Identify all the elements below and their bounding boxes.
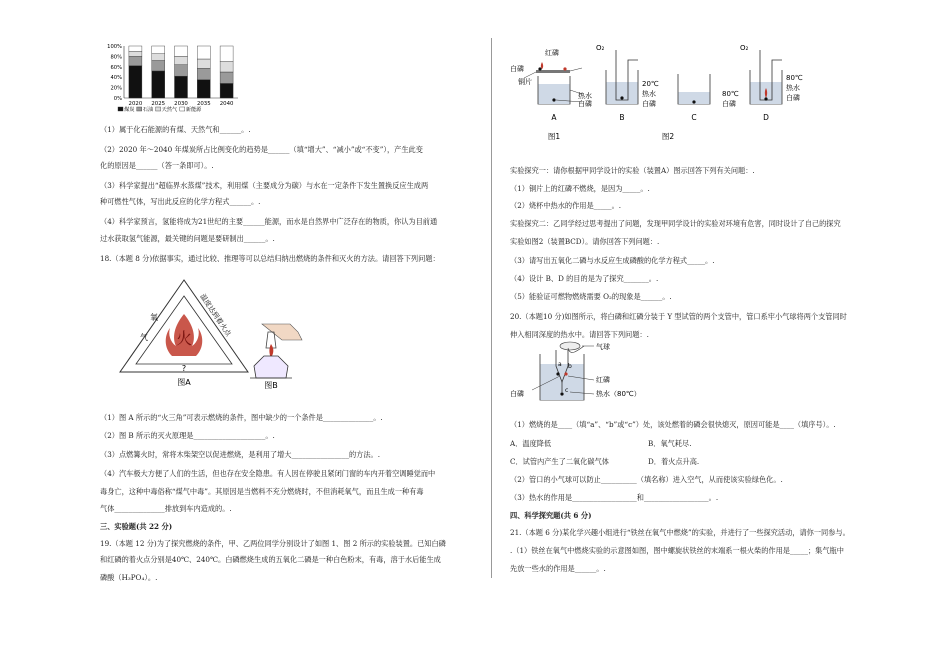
energy-structure-chart: [100, 42, 250, 116]
q19-3: （3）请写出五氧化二磷与水反应生成磷酸的化学方程式_____。.: [510, 256, 715, 265]
q20-1: （1）燃烧的是____（填“a”、“b”或“c”）处，该处燃着的磷会很快熄灭，原因可能是____（填序号）。.: [510, 420, 836, 429]
bar-segment-天然气: [197, 59, 210, 68]
temp-label-d: 80℃: [786, 74, 803, 82]
legend-swatch: [180, 107, 185, 111]
q19-2: （2）烧杯中热水的作用是_____。.: [510, 201, 622, 210]
bar-segment-天然气: [175, 56, 188, 64]
bar-segment-新能源: [152, 46, 165, 54]
q19-4: （4）设计 B、D 的目的是为了探究_______。.: [510, 274, 659, 283]
q21-c: 先放一些水的作用是______。.: [510, 564, 606, 573]
label-d: D: [763, 113, 769, 122]
hot-water-label-b: 热水: [642, 90, 656, 98]
legend-swatch: [156, 107, 161, 111]
y-tube-figure: [510, 340, 660, 408]
q20-a: 20.（本题10 分)如图所示，将白磷和红磷分装于 Y 型试管的两个支管中，管口系牢小气球将两个支管同时: [510, 312, 847, 321]
legend-label: 新能源: [185, 107, 202, 113]
y-tick-label: 0%: [113, 96, 122, 102]
q19-exploration-b2: 实验如图2（装置BCD）。请你回答下列问题：.: [510, 237, 660, 246]
q18-4a: （4）汽车极大方便了人们的生活，但也存在安全隐患。有人因在停驶且紧闭门窗的车内开着空调睡觉而中: [100, 469, 436, 478]
q20-option-d: D．着火点升高.: [648, 457, 700, 466]
white-phosphorus-label-c: 白磷: [722, 100, 736, 108]
experiment-figures: [510, 38, 810, 150]
x-tick-label: 2040: [219, 101, 234, 107]
q18-2: （2）图 B 所示的灭火原理是____________________。.: [100, 431, 275, 440]
figure-b-caption: 图B: [264, 381, 278, 390]
alcohol-lamp-figure: [242, 318, 304, 390]
bar-segment-天然气: [129, 51, 142, 56]
oxygen-label-1: 氧: [150, 313, 158, 322]
y-tick-label: 40%: [110, 75, 122, 82]
white-phosphorus-label-d: 白磷: [786, 94, 800, 102]
missing-condition: ?: [181, 364, 187, 373]
balloon-label: 气球: [596, 343, 610, 351]
label-b: B: [619, 113, 625, 122]
q21-a: 21.（本题 6 分)某化学兴趣小组进行“铁丝在氧气中燃烧”的实验，并进行了一些探究活动，请你一同参与。: [510, 528, 850, 537]
bar-segment-新能源: [175, 46, 188, 56]
q19-5: （5）能验证可燃物燃烧需要 O₂的现象是______。.: [510, 292, 672, 301]
hot-water-label-a: 热水: [578, 92, 592, 100]
q20-option-b: B．氧气耗尽.: [648, 439, 692, 448]
x-tick-label: 2030: [174, 101, 188, 107]
legend-label: 煤炭: [124, 107, 135, 113]
fire-char: 火: [175, 329, 193, 348]
legend-swatch: [118, 107, 123, 111]
q17-3b: 种可燃性气体，写出此反应的化学方程式______。.: [100, 197, 261, 206]
white-phosphorus-label-a: 白磷: [578, 100, 592, 108]
bar-segment-新能源: [220, 46, 233, 62]
y-tick-label: 100%: [107, 44, 122, 50]
figure-a-caption: 图A: [177, 378, 191, 387]
temperature-label: 温度达到着火点: [198, 292, 233, 338]
q19-b: 和红磷的着火点分别是40℃、240℃。白磷燃烧生成的五氧化二磷是一种白色粉末，有毒，溶于水后能生成: [100, 555, 441, 564]
copper-plate-label: 铜片: [518, 78, 532, 86]
q20-b: 伸入相同深度的热水中。请回答下列问题：.: [510, 330, 649, 339]
label-c: C: [691, 113, 697, 122]
q20-2: （2）管口的小气球可以防止__________（填名称）进入空气，从而使该实验绿色化。.: [510, 475, 783, 484]
x-tick-label: 2025: [151, 101, 166, 107]
q19-exploration-a: 实验探究一：请你根据甲同学设计的实验（装置A）图示回答下列有关问题：.: [510, 166, 755, 175]
column-divider: [491, 38, 492, 578]
fire-triangle-figure: [114, 276, 254, 388]
white-phosphorus-label-3: 白磷: [510, 390, 524, 398]
q17-3a: （3）科学家提出“超临界水蒸煤”技术，利用煤（主要成分为碳）与水在一定条件下发生置换反应生成两: [100, 181, 429, 190]
q17-1: （1）属于化石能源的有煤、天然气和______。.: [100, 125, 251, 134]
q18-1: （1）图 A 所示的“火三角”可表示燃烧的条件，图中缺少的一个条件是______________。.: [100, 413, 383, 422]
bar-segment-新能源: [129, 46, 142, 51]
oxygen-label-d: O₂: [740, 44, 749, 52]
temp-label-b: 20℃: [642, 80, 659, 88]
apparatus-d: [740, 44, 803, 122]
x-tick-label: 2020: [128, 101, 143, 107]
bar-segment-石油: [129, 56, 142, 65]
apparatus-b: [596, 44, 659, 122]
red-phosphorus-label: 红磷: [545, 49, 559, 57]
mark-b: b: [568, 363, 572, 370]
q18-4b: 毒身亡，这种中毒俗称“煤气中毒”。其原因是当燃料不充分燃烧时，不但消耗氧气，而且生成一种有毒: [100, 487, 424, 496]
x-tick-label: 2035: [196, 101, 211, 107]
q21-b: .（1）铁丝在氧气中燃烧实验的示意图如图，图中螺旋状铁丝的末端系一根火柴的作用是_____；集气瓶中: [510, 546, 844, 555]
legend-label: 石油: [142, 107, 154, 113]
q17-2a: （2）2020 年～2040 年煤炭所占比例变化的趋势是______（填“增大”、“减小”或“不变”），产生此变: [100, 145, 423, 154]
bar-segment-石油: [197, 68, 210, 79]
temp-label-c: 80℃: [722, 90, 739, 98]
q20-option-c: C．试管内产生了二氧化碳气体: [510, 457, 609, 466]
apparatus-a: [510, 48, 592, 141]
legend-swatch: [137, 107, 142, 111]
q17-4b: 过水获取氢气能源，最关键的问题是要研制出______。.: [100, 234, 275, 243]
red-phosphorus-label-3: 红磷: [596, 376, 610, 384]
figure-1-caption: 图1: [547, 132, 561, 141]
q20-option-a: A．温度降低: [510, 439, 552, 448]
q19-1: （1）铜片上的红磷不燃烧，是因为_____。.: [510, 184, 650, 193]
q18-title: 18.（本题 8 分)依据事实，通过比较、推理等可以总结归纳出燃烧的条件和灭火的方法。请回答下列问题：: [100, 254, 440, 263]
oxygen-label-b: O₂: [596, 44, 605, 52]
q20-3: （3）热水的作用是__________________和__________________。.: [510, 493, 719, 502]
bar-segment-石油: [220, 72, 233, 83]
bar-segment-天然气: [152, 54, 165, 61]
figure-2-caption: 图2: [661, 132, 675, 141]
bar-segment-煤炭: [220, 83, 233, 98]
hot-water-label-d: 热水: [786, 84, 800, 92]
y-tick-label: 60%: [110, 64, 122, 71]
q18-4c: 气体______________排放到车内造成的。.: [100, 504, 232, 513]
bar-segment-煤炭: [175, 76, 188, 98]
q19-a: 19.（本题 12 分)为了探究燃烧的条件，甲、乙两位同学分别设计了如图 1、图 2 所示的实验装置。已知白磷: [100, 539, 446, 548]
section-3-heading: 三、实验题(共 22 分): [100, 522, 173, 531]
hot-water-label-3: 热水（80℃）: [596, 390, 641, 398]
bar-segment-新能源: [197, 46, 210, 59]
bar-segment-石油: [152, 61, 165, 71]
q19-exploration-b1: 实验探究二：乙同学经过思考提出了问题，发现甲同学设计的实验对环境有危害，同时设计了自己的探究: [510, 219, 841, 228]
legend-label: 天然气: [161, 107, 178, 113]
label-a: A: [551, 113, 557, 122]
q17-2b: 化的原因是______（答一条即可）。.: [100, 161, 214, 170]
white-phosphorus-label-b: 白磷: [642, 100, 656, 108]
bar-segment-石油: [175, 65, 188, 76]
y-tick-label: 20%: [110, 85, 122, 92]
y-tick-label: 80%: [110, 54, 122, 61]
bar-segment-天然气: [220, 62, 233, 72]
q17-4a: （4）科学家预言，氢能将成为21世纪的主要______能源，而水是自然界中广泛存在的物质，你认为目前通: [100, 217, 438, 226]
bar-segment-煤炭: [129, 66, 142, 98]
section-4-heading: 四、科学探究题(共 6 分): [510, 511, 592, 520]
white-phosphorus-label: 白磷: [510, 65, 524, 73]
q18-3: （3）点燃篝火时，常将木柴架空以促进燃烧，是利用了增大________________的方法。.: [100, 450, 380, 459]
mark-c: c: [565, 387, 569, 394]
q19-c: 磷酸（H₃PO₄）。.: [100, 573, 158, 582]
mark-a: a: [558, 361, 562, 368]
apparatus-c: [662, 74, 739, 141]
bar-segment-煤炭: [197, 80, 210, 98]
bar-segment-煤炭: [152, 71, 165, 98]
oxygen-label-2: 气: [140, 333, 148, 342]
